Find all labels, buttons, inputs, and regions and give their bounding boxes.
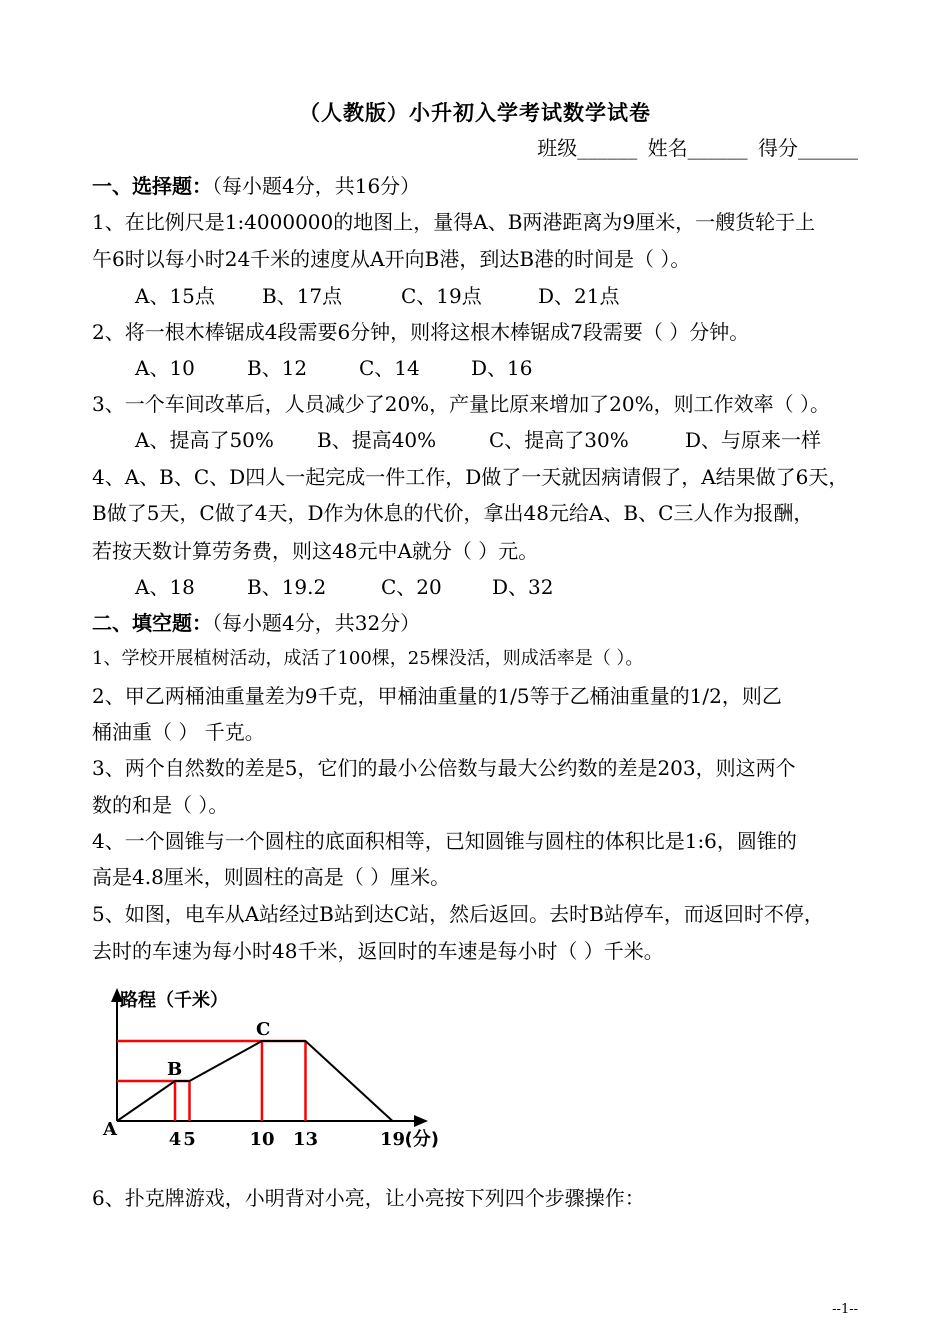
section1-title: 一、选择题： — [92, 174, 212, 198]
f4-line2: 高是4.8厘米，则圆柱的高是（ ）厘米。 — [92, 865, 451, 889]
q1-option-b: B、17点 — [262, 284, 343, 308]
y-axis-label: 路程（千米） — [120, 990, 228, 1011]
q3-option-b: B、提高40% — [317, 428, 437, 452]
q2-option-c: C、14 — [359, 356, 420, 380]
x-tick-label: 10 — [249, 1129, 275, 1150]
q4-line3: 若按天数计算劳务费，则这48元中A就分（ ）元。 — [92, 539, 539, 563]
q4-option-c: C、20 — [381, 575, 442, 599]
section2-title: 二、填空题： — [92, 611, 212, 635]
name-field: 姓名______ — [647, 136, 748, 160]
x-tick-label: 19 — [379, 1129, 406, 1150]
f3-line1: 3、两个自然数的差是5，它们的最小公倍数与最大公约数的差是203，则这两个 — [92, 756, 796, 780]
q1-option-a: A、15点 — [135, 284, 215, 308]
q4-option-d: D、32 — [492, 575, 554, 599]
section1-note: （每小题4分，共16分） — [212, 174, 421, 198]
f2-line1: 2、甲乙两桶油重量差为9千克，甲桶油重量的1/5等于乙桶油重量的1/2，则乙 — [92, 684, 782, 708]
q2-line1: 2、将一根木棒锯成4段需要6分钟，则将这根木棒锯成7段需要（ ）分钟。 — [92, 320, 750, 344]
q1-line1: 1、在比例尺是1:4000000的地图上，量得A、B两港距离为9厘米，一艘货轮于上 — [92, 210, 816, 234]
f4-line1: 4、一个圆锥与一个圆柱的底面积相等，已知圆锥与圆柱的体积比是1:6，圆锥的 — [92, 829, 797, 853]
q2-option-b: B、12 — [247, 356, 308, 380]
f2-line2: 桶油重（ ） 千克。 — [92, 720, 265, 744]
point-label: A — [103, 1119, 117, 1140]
f5-line1: 5、如图，电车从A站经过B站到达C站，然后返回。去时B站停车，而返回时不停， — [92, 902, 824, 926]
q3-option-c: C、提高了30% — [489, 428, 629, 452]
q4-line1: 4、A、B、C、D四人一起完成一件工作，D做了一天就因病请假了，A结果做了6天， — [92, 465, 849, 489]
x-axis-arrow — [414, 1115, 428, 1127]
x-tick-label: 4 — [168, 1129, 182, 1150]
q3-option-d: D、与原来一样 — [685, 428, 822, 452]
f5-line2: 去时的车速为每小时48千米，返回时的车速是每小时（ ）千米。 — [92, 939, 664, 963]
q3-line1: 3、一个车间改革后，人员减少了20%，产量比原来增加了20%，则工作效率（ ）。 — [92, 392, 830, 416]
q1-line2: 午6时以每小时24千米的速度从A开向B港，到达B港的时间是（ ）。 — [92, 247, 691, 271]
q3-option-a: A、提高了50% — [135, 428, 274, 452]
q4-line2: B做了5天，C做了4天，D作为休息的代价，拿出48元给A、B、C三人作为报酬， — [92, 501, 814, 525]
section2-note: （每小题4分，共32分） — [212, 611, 421, 635]
page-title: （人教版）小升初入学考试数学试卷 — [299, 100, 651, 125]
q2-option-d: D、16 — [471, 356, 533, 380]
point-label: C — [256, 1019, 271, 1040]
f1-line1: 1、学校开展植树活动，成活了100棵，25棵没活，则成活率是（ ）。 — [92, 648, 644, 669]
x-tick-label: 13 — [292, 1129, 319, 1150]
score-field: 得分______ — [758, 136, 858, 160]
x-axis-label: (分) — [404, 1129, 439, 1150]
f3-line2: 数的和是（ ）。 — [92, 793, 229, 817]
x-tick-label: 5 — [183, 1129, 196, 1150]
f6-line1: 6、扑克牌游戏，小明背对小亮，让小亮按下列四个步骤操作： — [92, 1186, 645, 1210]
q4-option-b: B、19.2 — [247, 575, 327, 599]
page-number: --1-- — [832, 1302, 858, 1317]
q2-option-a: A、10 — [135, 356, 195, 380]
q1-option-d: D、21点 — [538, 284, 620, 308]
point-label: B — [167, 1059, 183, 1080]
q1-option-c: C、19点 — [401, 284, 482, 308]
class-field: 班级______ — [537, 136, 638, 160]
q4-option-a: A、18 — [135, 575, 195, 599]
